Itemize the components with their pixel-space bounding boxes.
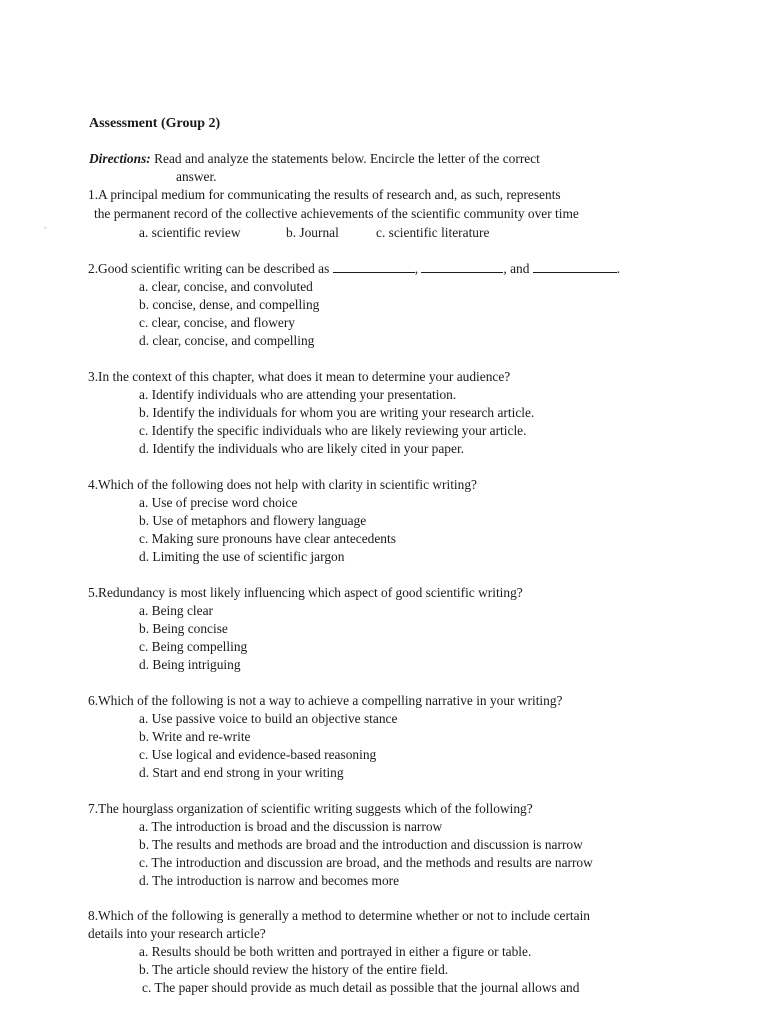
directions-text-cont: answer. [176,169,217,184]
question-2-text [88,260,620,278]
question-2-stem: 2.Good scientific writing can be described as [88,261,330,276]
answer-blank-2[interactable] [421,260,503,273]
question-6-option-a[interactable]: a. Use passive voice to build an objective stance [139,711,398,726]
question-1-line-2: the permanent record of the collective achievements of the scientific community over time [94,206,579,221]
question-5-option-a[interactable]: a. Being clear [139,603,213,618]
answer-blank-1[interactable] [333,260,415,273]
question-1-option-a[interactable]: a. scientific review [139,225,241,240]
question-8-line-2: details into your research article? [88,926,266,941]
question-1-option-c[interactable]: c. scientific literature [376,225,490,240]
question-8-option-b[interactable]: b. The article should review the history of the entire field. [139,962,449,977]
answer-blank-3[interactable] [533,260,617,273]
question-3-option-b[interactable]: b. Identify the individuals for whom you are writing your research article. [139,405,535,420]
question-5-option-d[interactable]: d. Being intriguing [139,657,241,672]
question-4-option-a[interactable]: a. Use of precise word choice [139,495,298,510]
question-6-option-d[interactable]: d. Start and end strong in your writing [139,765,344,780]
question-3-text: 3.In the context of this chapter, what does it mean to determine your audience? [88,369,511,384]
question-5-text: 5.Redundancy is most likely influencing which aspect of good scientific writing? [88,585,523,600]
question-2-sep-2: , and [503,261,530,276]
question-6-option-c[interactable]: c. Use logical and evidence-based reasoning [139,747,377,762]
question-3-option-a[interactable]: a. Identify individuals who are attending your presentation. [139,387,457,402]
question-6-text: 6.Which of the following is not a way to achieve a compelling narrative in your writing? [88,693,563,708]
directions-label: Directions: [89,151,151,166]
question-7-option-a[interactable]: a. The introduction is broad and the discussion is narrow [139,819,443,834]
question-7-text: 7.The hourglass organization of scientific writing suggests which of the following? [88,801,533,816]
question-3-option-d[interactable]: d. Identify the individuals who are likely cited in your paper. [139,441,465,456]
question-2-option-a[interactable]: a. clear, concise, and convoluted [139,279,313,294]
page-title: Assessment (Group 2) [89,116,221,131]
question-7-option-d[interactable]: d. The introduction is narrow and becomes more [139,873,400,888]
question-6-option-b[interactable]: b. Write and re-write [139,729,251,744]
question-2-option-c[interactable]: c. clear, concise, and flowery [139,315,295,330]
question-5-option-b[interactable]: b. Being concise [139,621,228,636]
question-3-option-c[interactable]: c. Identify the specific individuals who are likely reviewing your article. [139,423,527,438]
directions-text: Read and analyze the statements below. Encircle the letter of the correct [150,151,540,166]
question-8-option-c[interactable]: c. The paper should provide as much detail as possible that the journal allows and [142,980,580,995]
stray-mark: ` [44,226,47,235]
question-4-option-d[interactable]: d. Limiting the use of scientific jargon [139,549,345,564]
question-8-line-1: 8.Which of the following is generally a method to determine whether or not to include certain [88,908,590,923]
question-1-line-1: 1.A principal medium for communicating the results of research and, as such, represents [88,187,561,202]
question-7-option-c[interactable]: c. The introduction and discussion are broad, and the methods and results are narrow [139,855,593,870]
question-4-option-b[interactable]: b. Use of metaphors and flowery language [139,513,367,528]
question-2-option-d[interactable]: d. clear, concise, and compelling [139,333,315,348]
question-8-option-a[interactable]: a. Results should be both written and portrayed in either a figure or table. [139,944,532,959]
question-7-option-b[interactable]: b. The results and methods are broad and the introduction and discussion is narrow [139,837,583,852]
question-2-option-b[interactable]: b. concise, dense, and compelling [139,297,320,312]
question-4-text: 4.Which of the following does not help with clarity in scientific writing? [88,477,477,492]
question-5-option-c[interactable]: c. Being compelling [139,639,248,654]
question-4-option-c[interactable]: c. Making sure pronouns have clear antecedents [139,531,396,546]
directions-line [89,150,540,168]
question-1-option-b[interactable]: b. Journal [286,225,339,240]
question-2-sep-1: , [414,261,419,276]
question-2-end: . [616,261,621,276]
